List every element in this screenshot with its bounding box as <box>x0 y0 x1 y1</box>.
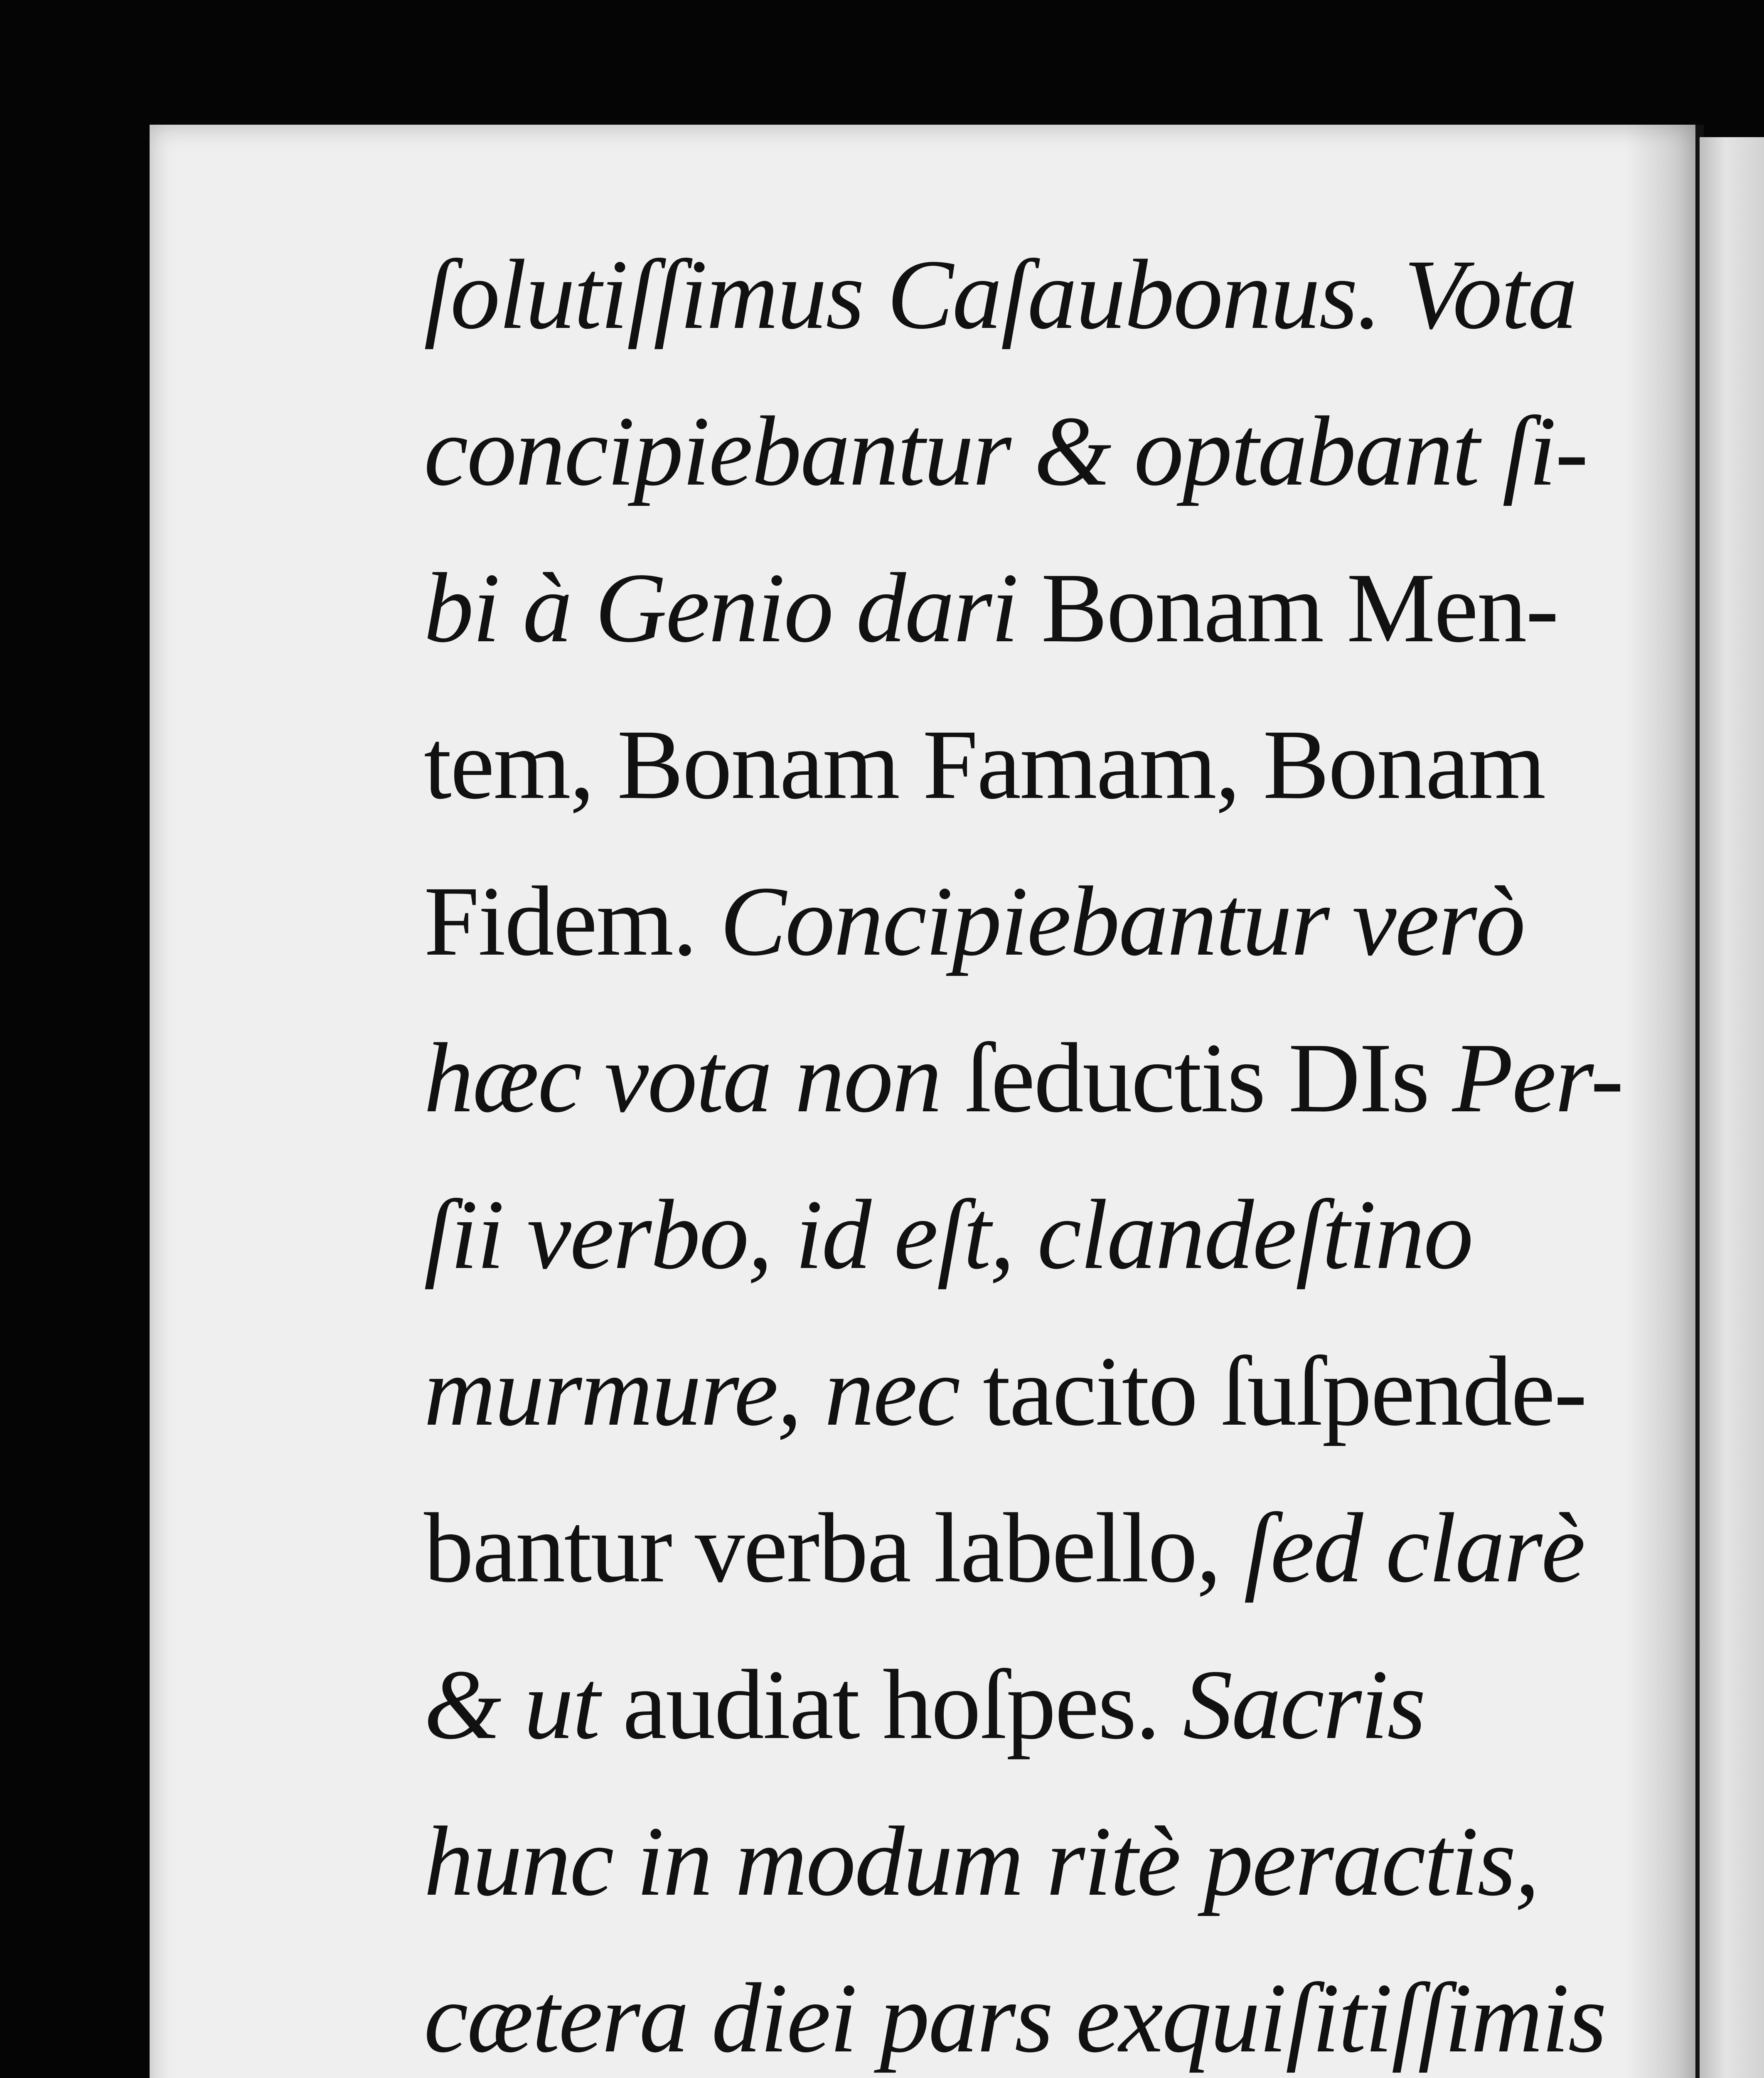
text-segment: hunc in modum ritè peractis, <box>424 1806 1539 1916</box>
text-line <box>424 843 1646 1000</box>
text-line <box>424 1000 1646 1156</box>
text-line <box>424 686 1646 843</box>
text-segment: Fidem. <box>424 866 720 976</box>
text-segment: murmure, nec <box>424 1336 959 1446</box>
text-segment: audiat hoſpes. <box>599 1649 1183 1760</box>
text-segment: Bonam Men- <box>1017 552 1558 663</box>
text-line <box>424 1470 1646 1626</box>
text-segment: bi à Genio dari <box>424 552 1018 663</box>
text-segment: tacito ſuſpende- <box>959 1336 1586 1446</box>
text-line <box>424 1783 1646 1940</box>
text-segment <box>1380 239 1404 350</box>
text-segment: Sacris <box>1183 1649 1425 1760</box>
text-segment: Per- <box>1452 1022 1623 1133</box>
text-segment: ſeductis DIs <box>940 1022 1452 1133</box>
text-line <box>424 373 1646 529</box>
facing-page-edge <box>1700 137 1764 2078</box>
text-segment: Vota <box>1404 239 1577 350</box>
text-segment: hæc vota non <box>424 1022 941 1133</box>
text-segment: bantur verba labello, <box>424 1492 1244 1603</box>
text-line <box>424 529 1646 686</box>
text-segment: & ut <box>424 1649 599 1760</box>
text-segment: ſolutiſſimus Caſaubonus. <box>424 239 1380 350</box>
text-segment: concipiebantur & optabant ſi- <box>424 396 1587 506</box>
text-line <box>424 1313 1646 1470</box>
text-segment: tem, Bonam Famam, Bonam <box>424 709 1545 820</box>
text-segment: Concipiebantur verò <box>720 866 1525 976</box>
text-segment: cætera diei pars exquiſitiſſimis <box>424 1962 1606 2073</box>
text-line <box>424 1626 1646 1783</box>
text-line <box>424 216 1646 373</box>
text-segment: ſed clarè <box>1244 1492 1584 1603</box>
text-line <box>424 1940 1646 2078</box>
page-text <box>424 216 1646 2078</box>
text-line <box>424 1156 1646 1313</box>
text-segment: ſii verbo, id eſt, clandeſtino <box>424 1179 1472 1290</box>
